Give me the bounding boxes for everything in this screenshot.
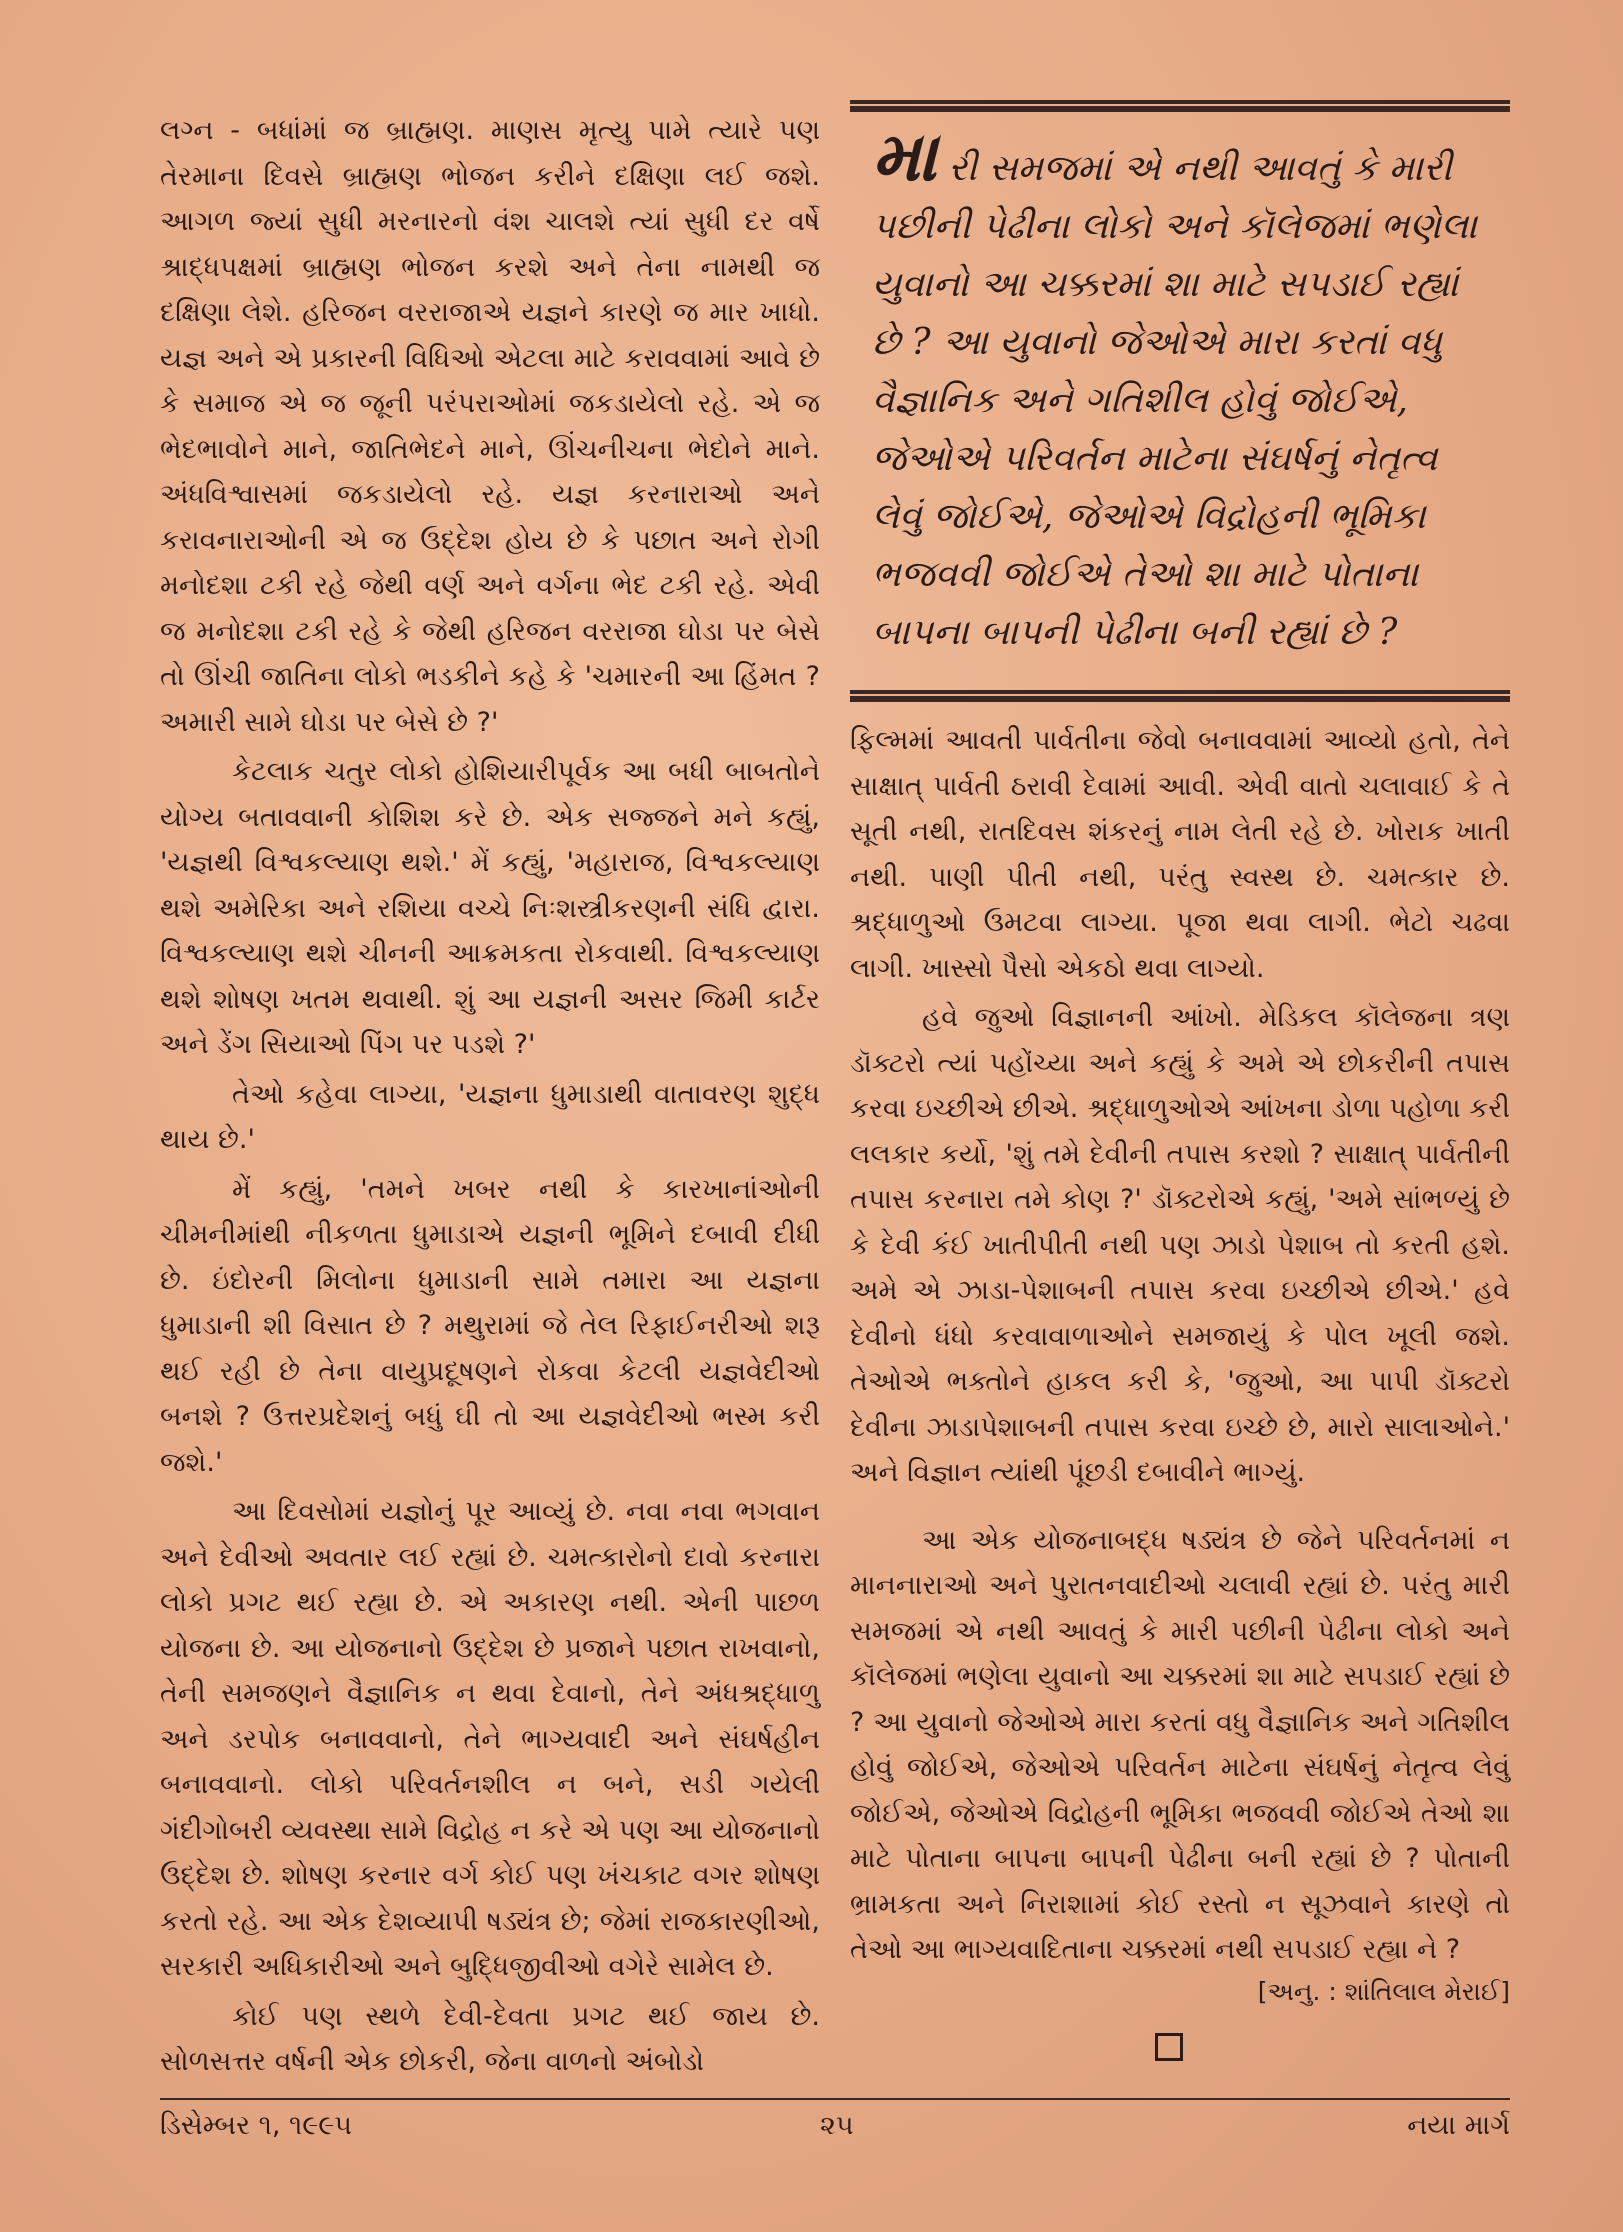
left-paragraph-3: તેઓ કહેવા લાગ્યા, 'યજ્ઞના ધુમાડાથી વાતાવરણ શુદ્ધ થાય છે.' (160, 1078, 820, 1155)
pullquote-text: રી સમજમાં એ નથી આવતું કે મારી પછીની પેઢીના લોકો અને કૉલેજમાં ભણેલા યુવાનો આ ચક્કરમાં શા માટે સપડાઈ રહ્યાં છે ? આ યુવાનો જેઓએ મારા કરતાં વધુ વૈજ્ઞાનિક અને ગતિશીલ હોવું જોઈએ, જેઓએ પરિવર્તન માટેના સંઘર્ષનું નેતૃત્વ લેવું જોઈએ, જેઓએ વિદ્રોહની ભૂમિકા ભજવવી જોઈએ તેઓ શા માટે પોતાના બાપના બાપની પેઢીના બની રહ્યાં છે ? (872, 148, 1477, 653)
pullquote-bottom-rule (850, 690, 1510, 696)
pullquote-initial: મા (872, 117, 937, 197)
pullquote (850, 106, 1510, 690)
right-paragraph-1: ફિલ્મમાં આવતી પાર્વતીના જેવો બનાવવામાં આવ્યો હતો, તેને સાક્ષાત્ પાર્વતી ઠરાવી દેવામાં આવી. એવી વાતો ચલાવાઈ કે તે સૂતી નથી, રાતદિવસ શંકરનું નામ લેતી રહે છે. ખોરાક ખાતી નથી. પાણી પીતી નથી, પરંતુ સ્વસ્થ છે. ચમત્કાર છે. શ્રદ્ધાળુઓ ઉમટવા લાગ્યા. પૂજા થવા લાગી. ભેટો ચઢવા લાગી. ખાસ્સો પૈસો એકઠો થવા લાગ્યો. (850, 725, 1510, 984)
left-column (160, 108, 820, 2085)
footer-date: ડિસેમ્બર ૧, ૧૯૯૫ (160, 2110, 352, 2141)
left-paragraph-1: લગ્ન - બધાંમાં જ બ્રાહ્મણ. માણસ મૃત્યુ પામે ત્યારે પણ તેરમાના દિવસે બ્રાહ્મણ ભોજન કરીને દક્ષિણા લઈ જશે. આગળ જ્યાં સુધી મરનારનો વંશ ચાલશે ત્યાં સુધી દર વર્ષે શ્રાદ્ધપક્ષમાં બ્રાહ્મણ ભોજન કરશે અને તેના નામથી જ દક્ષિણા લેશે. હરિજન વરરાજાએ યજ્ઞને કારણે જ માર ખાધો. યજ્ઞ અને એ પ્રકારની વિધિઓ એટલા માટે કરાવવામાં આવે છે કે સમાજ એ જ જૂની પરંપરાઓમાં જકડાયેલો રહે. એ જ ભેદભાવોને માને, જાતિભેદને માને, ઊંચનીચના ભેદોને માને. અંધવિશ્વાસમાં જકડાયેલો રહે. યજ્ઞ કરનારાઓ અને કરાવનારાઓની એ જ ઉદ્દેશ હોય છે કે પછાત અને રોગી મનોદશા ટકી રહે જેથી વર્ણ અને વર્ગના ભેદ ટકી રહે. એવી જ મનોદશા ટકી રહે કે જેથી હરિજન વરરાજા ઘોડા પર બેસે તો ઊંચી જાતિના લોકો ભડકીને કહે કે 'ચમારની આ હિંમત ? અમારી સામે ઘોડા પર બેસે છે ?' (160, 115, 820, 738)
right-column (850, 100, 1510, 2061)
end-mark-icon (1155, 2033, 1183, 2061)
left-paragraph-6: કોઈ પણ સ્થળે દેવી-દેવતા પ્રગટ થઈ જાય છે. સોળસત્તર વર્ષની એક છોકરી, જેના વાળનો અંબોડો (160, 2000, 820, 2077)
right-paragraph-3: આ એક યોજનાબદ્ધ ષડ્યંત્ર છે જેને પરિવર્તનમાં ન માનનારાઓ અને પુરાતનવાદીઓ ચલાવી રહ્યાં છે. પરંતુ મારી સમજમાં એ નથી આવતું કે મારી પછીની પેઢીના લોકો અને કૉલેજમાં ભણેલા યુવાનો આ ચક્કરમાં શા માટે સપડાઈ રહ્યાં છે ? આ યુવાનો જેઓએ મારા કરતાં વધુ વૈજ્ઞાનિક અને ગતિશીલ હોવું જોઈએ, જેઓએ પરિવર્તન માટેના સંઘર્ષનું નેતૃત્વ લેવું જોઈએ, જેઓએ વિદ્રોહની ભૂમિકા ભજવવી જોઈએ તેઓ શા માટે પોતાના બાપના બાપની પેઢીના બની રહ્યાં છે ? પોતાની ભ્રામકતા અને નિરાશામાં કોઈ રસ્તો ન સૂઝવાને કારણે તો તેઓ આ ભાગ્યવાદિતાના ચક્કરમાં નથી સપડાઈ રહ્યા ને ? (850, 1524, 1510, 1965)
left-paragraph-5: આ દિવસોમાં યજ્ઞોનું પૂર આવ્યું છે. નવા નવા ભગવાન અને દેવીઓ અવતાર લઈ રહ્યાં છે. ચમત્કારોનો દાવો કરનારા લોકો પ્રગટ થઈ રહ્યા છે. એ અકારણ નથી. એની પાછળ યોજના છે. આ યોજનાનો ઉદ્દેશ છે પ્રજાને પછાત રાખવાનો, તેની સમજણને વૈજ્ઞાનિક ન થવા દેવાનો, તેને અંધશ્રદ્ધાળુ અને ડરપોક બનાવવાનો, તેને ભાગ્યવાદી અને સંઘર્ષહીન બનાવવાનો. લોકો પરિવર્તનશીલ ન બને, સડી ગયેલી ગંદીગોબરી વ્યવસ્થા સામે વિદ્રોહ ન કરે એ પણ આ યોજનાનો ઉદ્દેશ છે. શોષણ કરનાર વર્ગ કોઈ પણ ખંચકાટ વગર શોષણ કરતો રહે. આ એક દેશવ્યાપી ષડ્યંત્ર છે; જેમાં રાજકારણીઓ, સરકારી અધિકારીઓ અને બુદ્ધિજીવીઓ વગેરે સામેલ છે. (160, 1496, 820, 1982)
page-footer (160, 2098, 1510, 2144)
left-paragraph-2: કેટલાક ચતુર લોકો હોશિયારીપૂર્વક આ બધી બાબતોને યોગ્ય બતાવવાની કોશિશ કરે છે. એક સજ્જને મને કહ્યું, 'યજ્ઞથી વિશ્વકલ્યાણ થશે.' મેં કહ્યું, 'મહારાજ, વિશ્વકલ્યાણ થશે અમેરિકા અને રશિયા વચ્ચે નિઃશસ્ત્રીકરણની સંધિ દ્વારા. વિશ્વકલ્યાણ થશે ચીનની આક્રમકતા રોકવાથી. વિશ્વકલ્યાણ થશે શોષણ ખતમ થવાથી. શું આ યજ્ઞની અસર જિમી કાર્ટર અને ડેંગ સિયાઓ પિંગ પર પડશે ?' (160, 756, 820, 1060)
magazine-name: નયા માર્ગ (1407, 2110, 1510, 2141)
right-paragraph-2: હવે જુઓ વિજ્ઞાનની આંખો. મેડિકલ કૉલેજના ત્રણ ડૉક્ટરો ત્યાં પહોંચ્યા અને કહ્યું કે અમે એ છોકરીની તપાસ કરવા ઇચ્છીએ છીએ. શ્રદ્ધાળુઓએ આંખના ડોળા પહોળા કરી લલકાર કર્યો, 'શું તમે દેવીની તપાસ કરશો ? સાક્ષાત્ પાર્વતીની તપાસ કરનારા તમે કોણ ?' ડૉક્ટરોએ કહ્યું, 'અમે સાંભળ્યું છે કે દેવી કંઈ ખાતીપીતી નથી પણ ઝાડો પેશાબ તો કરતી હશે. અમે એ ઝાડા-પેશાબની તપાસ કરવા ઇચ્છીએ છીએ.' હવે દેવીનો ધંધો કરવાવાળાઓને સમજાયું કે પોલ ખૂલી જશે. તેઓએ ભક્તોને હાકલ કરી કે, 'જુઓ, આ પાપી ડૉક્ટરો દેવીના ઝાડાપેશાબની તપાસ કરવા ઇચ્છે છે, મારો સાલાઓને.' અને વિજ્ઞાન ત્યાંથી પૂંછડી દબાવીને ભાગ્યું. (850, 1002, 1510, 1488)
left-paragraph-4: મેં કહ્યું, 'તમને ખબર નથી કે કારખાનાંઓની ચીમનીમાંથી નીકળતા ધુમાડાએ યજ્ઞની ભૂમિને દબાવી દીધી છે. ઇંદોરની મિલોના ધુમાડાની સામે તમારા આ યજ્ઞના ધુમાડાની શી વિસાત છે ? મથુરામાં જે તેલ રિફાઈનરીઓ શરૂ થઈ રહી છે તેના વાયુપ્રદૂષણને રોકવા કેટલી યજ્ઞવેદીઓ બનશે ? ઉત્તરપ્રદેશનું બધું ઘી તો આ યજ્ઞવેદીઓ ભસ્મ કરી જશે.' (160, 1173, 820, 1478)
page-number: ૨૫ (820, 2110, 854, 2141)
translator-credit: [અનુ. : શાંતિલાલ મેરાઈ] (1257, 1976, 1510, 2006)
